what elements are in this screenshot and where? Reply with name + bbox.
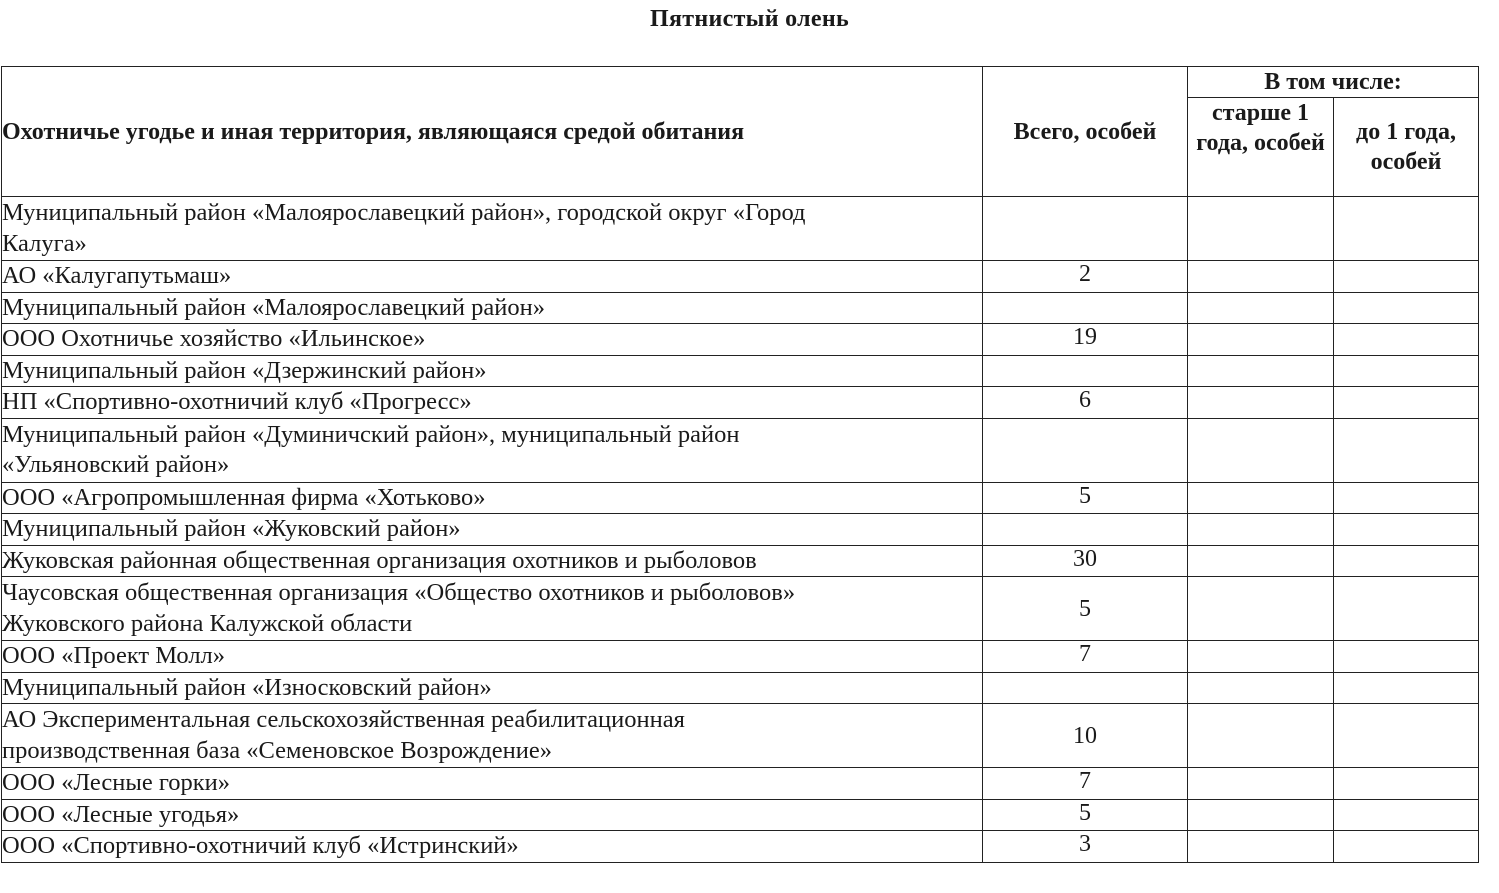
total-cell <box>983 355 1188 387</box>
younger-cell <box>1334 482 1479 514</box>
older-cell <box>1188 418 1334 482</box>
table-row <box>2 418 1479 482</box>
table-row <box>2 577 1479 641</box>
younger-cell <box>1334 641 1479 673</box>
territory-cell: Жуковская районная общественная организация охотников и рыболовов <box>2 545 983 577</box>
total-cell: 5 <box>983 577 1188 641</box>
total-cell: 5 <box>983 799 1188 831</box>
header-including: В том числе: <box>1188 67 1479 98</box>
older-cell <box>1188 261 1334 293</box>
younger-cell <box>1334 292 1479 324</box>
older-cell <box>1188 831 1334 863</box>
territory-cell: Муниципальный район «Дзержинский район» <box>2 355 983 387</box>
younger-cell <box>1334 418 1479 482</box>
older-cell <box>1188 355 1334 387</box>
header-under-1-year: до 1 года, особей <box>1334 98 1479 197</box>
territory-cell: ООО «Лесные горки» <box>2 768 983 800</box>
territory-cell: Муниципальный район «Думиничский район», муниципальный район «Ульяновский район» <box>2 418 983 482</box>
table-row <box>2 514 1479 546</box>
territory-cell: Муниципальный район «Жуковский район» <box>2 514 983 546</box>
total-cell <box>983 197 1188 261</box>
table-row <box>2 672 1479 704</box>
table-row <box>2 831 1479 863</box>
older-cell <box>1188 799 1334 831</box>
younger-cell <box>1334 197 1479 261</box>
younger-cell <box>1334 387 1479 419</box>
table-row <box>2 197 1479 261</box>
territory-cell: НП «Спортивно-охотничий клуб «Прогресс» <box>2 387 983 419</box>
older-cell <box>1188 641 1334 673</box>
younger-cell <box>1334 355 1479 387</box>
table-row <box>2 641 1479 673</box>
territory-cell: ООО «Агропромышленная фирма «Хотьково» <box>2 482 983 514</box>
younger-cell <box>1334 672 1479 704</box>
territory-cell: Чаусовская общественная организация «Общество охотников и рыболовов» Жуковского района Калужской области <box>2 577 983 641</box>
territory-cell: Муниципальный район «Малоярославецкий район» <box>2 292 983 324</box>
table-row <box>2 545 1479 577</box>
table-row <box>2 482 1479 514</box>
total-cell: 6 <box>983 387 1188 419</box>
younger-cell <box>1334 545 1479 577</box>
older-cell <box>1188 197 1334 261</box>
younger-cell <box>1334 831 1479 863</box>
total-cell <box>983 672 1188 704</box>
older-cell <box>1188 672 1334 704</box>
total-cell: 5 <box>983 482 1188 514</box>
total-cell: 7 <box>983 768 1188 800</box>
older-cell <box>1188 704 1334 768</box>
table-row <box>2 799 1479 831</box>
total-cell <box>983 418 1188 482</box>
younger-cell <box>1334 768 1479 800</box>
header-total: Всего, особей <box>983 67 1188 197</box>
header-older-than-1-year: старше 1 года, особей <box>1188 98 1334 197</box>
table-row <box>2 704 1479 768</box>
table-row <box>2 324 1479 356</box>
territory-cell: ООО «Проект Молл» <box>2 641 983 673</box>
territory-cell: АО Экспериментальная сельскохозяйственная реабилитационная производственная база «Семеновское Возрождение» <box>2 704 983 768</box>
territory-cell: Муниципальный район «Износковский район» <box>2 672 983 704</box>
younger-cell <box>1334 261 1479 293</box>
younger-cell <box>1334 704 1479 768</box>
total-cell: 3 <box>983 831 1188 863</box>
total-cell: 7 <box>983 641 1188 673</box>
population-table <box>1 66 1479 863</box>
older-cell <box>1188 292 1334 324</box>
total-cell: 10 <box>983 704 1188 768</box>
territory-cell: АО «Калугапутьмаш» <box>2 261 983 293</box>
table-row <box>2 355 1479 387</box>
territory-cell: ООО «Спортивно-охотничий клуб «Истринский» <box>2 831 983 863</box>
younger-cell <box>1334 577 1479 641</box>
territory-cell: Муниципальный район «Малоярославецкий район», городской округ «Город Калуга» <box>2 197 983 261</box>
total-cell: 2 <box>983 261 1188 293</box>
total-cell: 19 <box>983 324 1188 356</box>
header-row <box>2 67 1479 98</box>
territory-cell: ООО «Лесные угодья» <box>2 799 983 831</box>
table-row <box>2 768 1479 800</box>
total-cell <box>983 292 1188 324</box>
total-cell: 30 <box>983 545 1188 577</box>
territory-cell: ООО Охотничье хозяйство «Ильинское» <box>2 324 983 356</box>
older-cell <box>1188 577 1334 641</box>
document-title: Пятнистый олень <box>650 6 849 32</box>
younger-cell <box>1334 324 1479 356</box>
total-cell <box>983 514 1188 546</box>
older-cell <box>1188 545 1334 577</box>
older-cell <box>1188 387 1334 419</box>
table-row <box>2 292 1479 324</box>
older-cell <box>1188 482 1334 514</box>
table-row <box>2 261 1479 293</box>
younger-cell <box>1334 514 1479 546</box>
older-cell <box>1188 768 1334 800</box>
table-row <box>2 387 1479 419</box>
older-cell <box>1188 514 1334 546</box>
header-territory: Охотничье угодье и иная территория, являющаяся средой обитания <box>2 67 983 197</box>
younger-cell <box>1334 799 1479 831</box>
older-cell <box>1188 324 1334 356</box>
